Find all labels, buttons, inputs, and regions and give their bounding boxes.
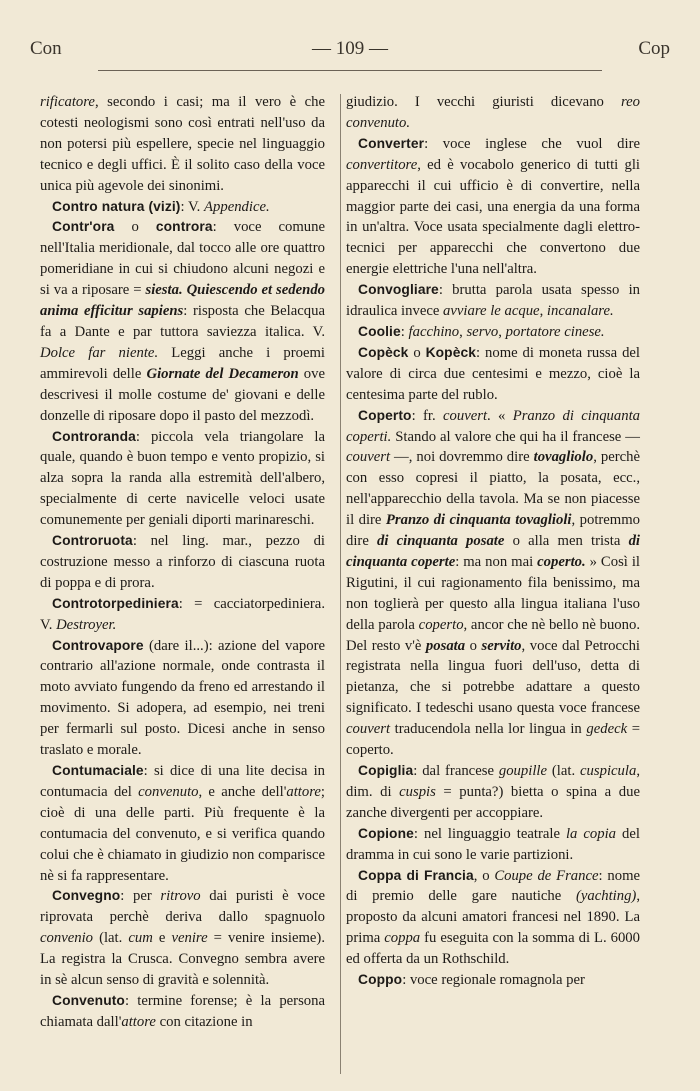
entry-text: ; cioè di una delle parti. Più frequente è la contumacia del convenuto, e si verifica quando colui che è chiamato in giudizio non comparisce nè si fa rappresentare. xyxy=(40,783,325,884)
entry-text: o xyxy=(408,344,426,361)
dictionary-entry xyxy=(40,886,325,991)
entry-headword: Coperto xyxy=(358,407,412,423)
entry-text: e xyxy=(152,930,172,947)
entry-text: : brutta parola usata spesso in idraulica invece xyxy=(346,282,640,320)
italic-text: la copia xyxy=(565,825,617,842)
entry-headword: Contumaciale xyxy=(52,763,144,778)
entry-text: : piccola vela triangolare la quale, quando è buon tempo e vento propizio, si alza sopra la randa alla estremità dell'albero, specialmente di certe navicelle veloci usate comunemente per geniali diporti marinareschi. xyxy=(40,428,325,529)
left-column xyxy=(40,92,325,1033)
page-number: — 109 — xyxy=(312,38,388,59)
entry-text: , o xyxy=(473,867,495,884)
entry-headword: Convogliare xyxy=(358,282,439,298)
emphasis-text: di cinquanta coperte xyxy=(346,533,640,570)
entry-text: : nel ling. mar., pezzo di costruzione messo a rinforzo di ciascuna ruota di poppa e di prora. xyxy=(40,533,325,591)
italic-text: Dolce far niente. xyxy=(40,344,159,361)
italic-text: cum xyxy=(128,930,153,947)
italic-text: coppa xyxy=(384,930,421,947)
dictionary-entry xyxy=(346,824,640,866)
entry-headword: Kopèck xyxy=(425,344,477,360)
emphasis-text: servito xyxy=(481,637,522,654)
entry-text: : termine forense; è la persona chiamata dall' xyxy=(40,992,325,1030)
dictionary-entry xyxy=(346,134,640,280)
entry-text: : voce inglese che vuol dire xyxy=(424,135,640,152)
italic-text: Appendice. xyxy=(204,198,270,215)
entry-text: : fr. xyxy=(411,407,443,424)
entry-text: = coperto. xyxy=(346,721,640,759)
italic-text: couvert xyxy=(346,449,391,466)
column-divider xyxy=(340,94,341,1074)
entry-headword: Copèck xyxy=(358,344,409,360)
entry-text: (lat. xyxy=(547,763,581,779)
entry-headword: Controruota xyxy=(52,533,133,549)
emphasis-text: siesta. xyxy=(145,282,183,299)
entry-text: : risposta che Belacqua fa a Dante e par tuttora saviezza italica. V. xyxy=(40,303,326,340)
entry-text: . « xyxy=(487,407,513,424)
entry-text: : ma non mai xyxy=(455,553,538,570)
entry-text: : nome di premio delle gare nautiche xyxy=(346,867,641,905)
entry-text: , ed è vocabolo generico di tutti gli apparecchi il cui ufficio è di convertire, nella maggior parte dei casi, una energia da una forma in un'altra. Voce usata specialmente dagli elettro-tecnici per apparecchi che convertono due energie elettriche l'una nell'altra. xyxy=(346,156,640,278)
header-right-guideword: Cop xyxy=(638,38,670,59)
entry-text: del dramma in cui sono le varie partizioni. xyxy=(346,825,640,863)
emphasis-text: di cinquanta posate xyxy=(377,533,505,550)
italic-text: portatore cinese. xyxy=(505,323,605,340)
dictionary-entry xyxy=(40,594,325,636)
entry-headword: Controtorpediniera xyxy=(52,595,179,611)
dictionary-entry xyxy=(40,427,325,532)
entry-text: : = cacciatorpediniera. V. xyxy=(40,595,325,633)
entry-text: : xyxy=(400,323,409,340)
italic-text: venire xyxy=(171,930,208,947)
entry-headword: Converter xyxy=(358,135,425,151)
entry-continuation xyxy=(40,92,325,197)
italic-text: avviare le acque xyxy=(443,303,540,320)
header-rule xyxy=(98,70,602,71)
italic-text: Coupe de France xyxy=(494,867,599,884)
entry-text: o xyxy=(465,637,482,654)
entry-text: , potremmo dire xyxy=(346,512,641,550)
entry-text: , proposto da alcuni amatori francesi nel 1890. La prima xyxy=(346,888,640,947)
emphasis-text: Quiescendo et sedendo anima efficitur sapiens xyxy=(40,282,326,320)
entry-text: , xyxy=(459,323,467,340)
italic-text: couvert xyxy=(346,721,391,738)
emphasis-text: Giornate del Decameron xyxy=(146,365,299,382)
entry-headword: Contr'ora xyxy=(52,219,115,235)
entry-text: o xyxy=(114,219,156,236)
italic-text: attore xyxy=(286,783,321,800)
dictionary-entry xyxy=(40,991,325,1033)
entry-text: , xyxy=(498,323,506,340)
entry-text: ove descrivesi il molle costume de' giovani e delle donzelle di riposare dopo il pasto del mezzodì. xyxy=(40,365,325,424)
entry-headword: controra xyxy=(155,219,213,235)
dictionary-entry xyxy=(40,197,325,218)
entry-text: : dal francese xyxy=(413,763,499,779)
entry-text: = punta?) bietta o spina a due zanche divergenti per accoppiare. xyxy=(346,783,640,821)
emphasis-text: Pranzo di cinquanta tovaglioli xyxy=(385,512,572,529)
italic-text: facchino xyxy=(408,323,460,340)
dictionary-entry xyxy=(40,636,325,761)
italic-text: convenio xyxy=(40,930,94,947)
entry-text: Stando al valore che qui ha il francese — xyxy=(391,428,640,445)
italic-text: couvert xyxy=(442,407,488,424)
dictionary-entry xyxy=(346,866,640,971)
entry-text: , xyxy=(539,303,547,320)
italic-text: coperto xyxy=(418,616,464,633)
entry-text: , e anche dell' xyxy=(198,783,287,800)
entry-text: Leggi anche i proemi ammirevoli delle xyxy=(40,344,325,382)
entry-headword: Coppo xyxy=(358,972,403,988)
italic-text: convenuto xyxy=(138,783,199,800)
entry-text: : nel linguaggio teatrale xyxy=(413,825,566,842)
entry-text: dai puristi è voce riprovata perchè deriva dallo spagnuolo xyxy=(40,888,325,926)
dictionary-entry xyxy=(40,217,325,426)
running-header xyxy=(30,38,670,64)
italic-text: gedeck xyxy=(586,721,628,738)
entry-headword: Coolie xyxy=(358,323,401,339)
dictionary-entry xyxy=(346,970,640,991)
italic-text: incanalare. xyxy=(546,303,614,320)
italic-text: convertitore xyxy=(346,156,418,173)
entry-headword: Convegno xyxy=(52,888,121,904)
italic-text: reo convenuto. xyxy=(346,94,640,131)
entry-headword: Convenuto xyxy=(52,992,125,1008)
dictionary-entry xyxy=(346,761,640,824)
italic-text: (yachting) xyxy=(575,888,637,905)
italic-text: attore xyxy=(121,1013,156,1030)
entry-text: fu eseguita con la somma di L. 6000 ed offerta da un Rothschild. xyxy=(346,930,640,968)
entry-text: (dare il...): azione del vapore contrario all'azione normale, onde contrasta il moto avviato fungendo da freno ed arrestando il movimento. Si adopera, ad esempio, nei treni per fermarli sul posto. Dicesi anche in senso traslato e morale. xyxy=(40,637,325,759)
entry-text: (lat. xyxy=(93,930,129,947)
entry-headword: Controvapore xyxy=(52,637,144,653)
entry-text: traducendola nella lor lingua in xyxy=(390,721,587,738)
dictionary-entry xyxy=(346,322,640,343)
entry-text: » Così il Rigutini, il cui ragionamento fila benissimo, ma non toglierà per questo alla lingua italiana l'uso della parola xyxy=(346,553,640,633)
entry-headword: Coppa di Francia xyxy=(358,867,474,883)
italic-text: rificatore xyxy=(40,94,95,110)
entry-text: , ancor che nè bello nè buono. Del resto v'è xyxy=(346,616,640,654)
entry-headword: Copione xyxy=(358,825,414,841)
entry-text: , dim. di xyxy=(346,763,640,800)
entry-text: : si dice di una lite decisa in contumacia del xyxy=(40,763,325,800)
entry-continuation xyxy=(346,92,640,134)
entry-text: : voce comune nell'Italia meridionale, dal tocco alle ore quattro pomeridiane in cui si chiudono alcuni negozi e si va a riposare = xyxy=(40,219,325,299)
entry-text: o alla men trista xyxy=(504,533,629,550)
emphasis-text: coperto. xyxy=(537,553,586,570)
italic-text: cuspicula xyxy=(580,763,637,779)
italic-text: Pranzo di cinquanta coperti. xyxy=(346,407,640,445)
entry-text: = venire insieme). La registra la Crusca. Convegno sembra avere in sè alcun senso di gravità e solennità. xyxy=(40,930,325,989)
entry-text: giudizio. I vecchi giuristi dicevano xyxy=(346,94,621,110)
dictionary-entry xyxy=(346,280,640,322)
entry-text: —, noi dovremmo dire xyxy=(390,449,534,466)
entry-text: , secondo i casi; ma il vero è che cotesti neologismi sono così entrati nell'uso da non potersi più espellere, specie nel linguaggio tecnico e degli uffici. È il solito caso della voce unica più agevole dei sinonimi. xyxy=(40,94,325,194)
entry-text: : voce regionale romagnola per xyxy=(402,972,585,989)
italic-text: Destroyer. xyxy=(56,616,117,633)
entry-text: , perchè con esso copresi il piatto, la posata, ecc., nell'apparecchio della tavola. Ma se non piacesse il dire xyxy=(346,449,640,529)
italic-text: servo xyxy=(466,323,499,340)
italic-text: cuspis xyxy=(399,783,436,800)
entry-text: : V. xyxy=(180,198,205,215)
entry-text: , voce dal Petrocchi registrata nella lingua fuori dell'uso, detta di pietanza, che si potrebbe adattare a questo significato. I tedeschi usano questa voce francese xyxy=(346,637,640,717)
italic-text: ritrovo xyxy=(160,888,201,905)
header-left-guideword: Con xyxy=(30,38,62,59)
emphasis-text: tovagliolo xyxy=(533,449,594,466)
right-column xyxy=(346,92,640,991)
entry-text: : per xyxy=(120,888,161,905)
entry-text: : nome di moneta russa del valore di circa due centesimi e mezzo, cioè la centesima parte del rublo. xyxy=(346,344,641,403)
italic-text: goupille xyxy=(498,763,547,779)
dictionary-entry xyxy=(40,761,325,886)
entry-text: con citazione in xyxy=(155,1013,253,1030)
dictionary-entry xyxy=(346,343,640,406)
dictionary-entry xyxy=(346,406,640,761)
emphasis-text: posata xyxy=(425,637,466,654)
entry-headword: Copiglia xyxy=(358,763,414,778)
dictionary-entry xyxy=(40,531,325,594)
entry-headword: Controranda xyxy=(52,428,136,444)
entry-headword: Contro natura (vizi) xyxy=(52,198,181,214)
